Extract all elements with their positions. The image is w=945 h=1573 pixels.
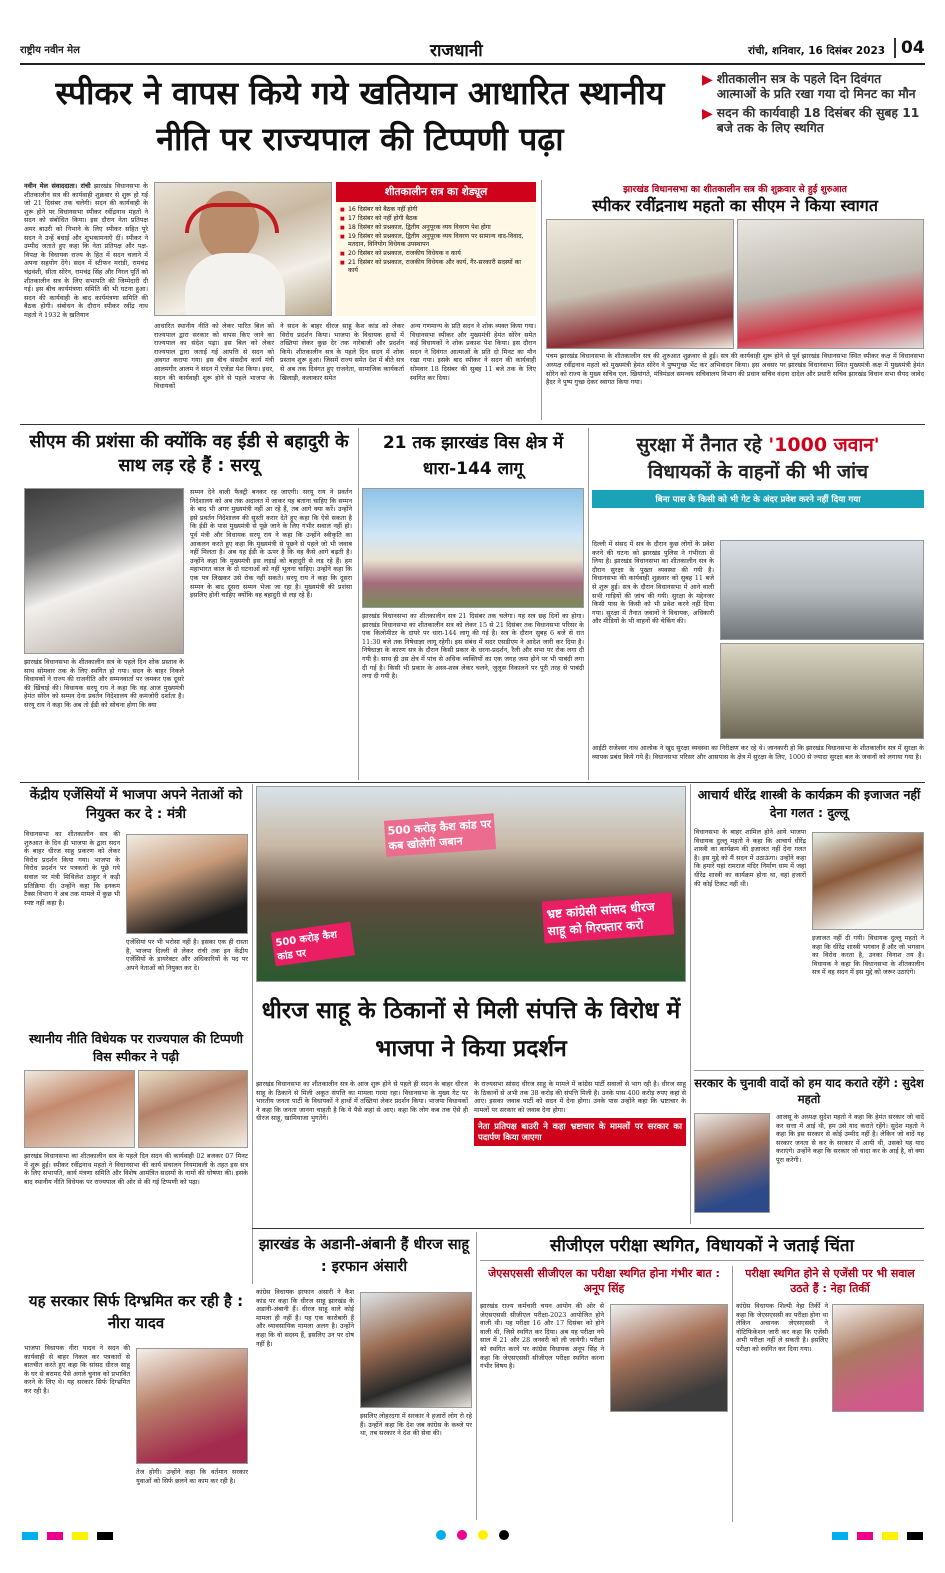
protest-body2: के राज्यसभा सांसद धीरज साहू के मामले में कांग्रेस पार्टी सवालों से भाग रही है। धीरज साहू के ठिकानों से अभी तक 38 करोड़ की संपत्ति मिली है। उनके पास 400 करोड़ रुपए कहां से आए। इसका जवाब पार्टी को सदन में देना होगा। उनके पास उन्होंने कहा कि भ्रष्टाचार के मामलों पर सरकार को जवाब देना होगा। नेता प्रतिपक्ष बाउरी ने कहा भ्रष्टाचार के मामलों पर सरकार का पदार्पण किया जाएगा <box>474 1080 686 1222</box>
lead-headline: स्पीकर ने वापस किये गये खतियान आधारित स्थानीय नीति पर राज्यपाल की टिप्पणी पढ़ा <box>55 74 665 158</box>
cgl-story <box>480 1234 924 1522</box>
minister-photo <box>126 834 248 934</box>
photo-cm-officials <box>737 219 925 349</box>
protest-photo <box>256 786 686 982</box>
swatch-black <box>907 1532 923 1540</box>
protest-banner-2: भ्रष्ट कांग्रेसी सांसद धीरज साहू को गिरफ्तार करो <box>542 893 675 944</box>
security-photos <box>720 540 924 740</box>
sudesh-photo <box>694 1113 770 1213</box>
cgl-body1: झारखंड राज्य कर्मचारी चयन आयोग की ओर से जेएसएससी सीजीएल परीक्षा-2023 आयोजित होने वाली थी। यह परीक्षा 16 और 17 दिसंबर को होने वाली थी, जिसे स्थगित कर दिया। अब यह परीक्षा नये साल में 21 और 28 जनवरी को ली जायेगी। परीक्षा को स्थगित करने पर कांग्रेस विधायक अनूप सिंह ने कहा कि जेएसएससी सीजीएल परीक्षा स्थगित करना गंभीर विषय है। <box>480 1302 604 1371</box>
paper-name: राष्ट्रीय नवीन मेल <box>20 45 80 56</box>
irfan-photo <box>360 1292 472 1408</box>
protest-body: झारखंड विधानसभा का शीतकालीन सत्र के आज शुरू होने से पहले ही सदन के बाहर धीरज साहू के ठिकाने से मिली अकूत संपत्ति का मामला गरमा रहा। विधानसभा के मुख्य गेट पर भारतीय जनता पार्टी के विधायकों ने हाथों में तख्तियां लेकर प्रदर्शन किया। भाजपा विधायकों ने कहा कि जनता जानना चाहती है कि ये पैसे कहां से आए। कहा कि लोग कब तक ऐसे ही धीरज साहू, खामियाजा भुगतेंगे। <box>256 1080 468 1123</box>
speaker-reading-photo <box>138 1070 249 1148</box>
neera-caption: तेज होगी। उन्होंने कहा कि वर्तमान सरकार युवाओं को सिर्फ छलने का काम कर रही है। <box>136 1468 248 1485</box>
central-agencies-body: विधानसभा का शीतकालीन सत्र की शुरुआत के दिन ही भाजपा के द्वारा सदन के बाहर धीरज साहू प्रकरण को लेकर विरोध प्रदर्शन किया गया। भाजपा के विरोध प्रदर्शन पर पत्रकारों के पूछे गये सवाल पर मंत्री मिथिलेश ठाकुर ने कड़ी प्रतिक्रिया दी। उन्होंने कहा कि इनकम टैक्स विभाग ने अब तक मामले में कुछ भी स्पष्ट नहीं कहा है। <box>24 830 120 907</box>
section144-headline: 21 तक झारखंड विस क्षेत्र में धारा-144 लागू <box>382 433 564 479</box>
speaker-body: पंचम झारखंड विधानसभा के शीतकालीन सत्र की शुरुआत शुक्रवार से हुई। सत्र की कार्यवाही शुरू होने से पूर्व झारखंड विधानसभा स्थित स्पीकर कक्ष में विधानसभा अध्यक्ष रवींद्रनाथ महतो को मुख्यमंत्री हेमंत सोरेन ने पुष्पगुच्छ भेंट कर अभिवादन किया। इस अवसर पर झारखंड विधानसभा स्थित मुख्यमंत्री कक्ष में मुख्यमंत्री हेमंत सोरेन को राज्य के मुख्य सचिव एल. खियांगते, मंत्रिमंडल समन्वय सचिवालय विभाग की प्रधान सचिव वंदना दादेल और प्रधारी सचिव झारखंड विधान सभा सैयद जावेद हैदर ने पुष्प गुच्छ देकर स्वागत किया गया। <box>546 352 924 387</box>
dullu-photo <box>812 832 924 930</box>
cgl-sub1: जेएसएससी सीजीएल का परीक्षा स्थगित होना गंभीर बात : अनूप सिंह <box>488 1267 720 1295</box>
central-agencies-story <box>24 786 248 1024</box>
dhirendra-body: विधानसभा के बाहर शामिल होने आये भाजपा विधायक दुल्लू महतो ने कहा कि आचार्य धीरेंद्र शास्त्री का कार्यक्रम की इजाजत नहीं देना गलत है। इस मुद्दे को मैं सदन में उठाऊंगा। उन्होंने कहा कि हमारे यहां रामराज मंदिर निर्माण धाम में जहां धीरेंद्र शास्त्री का कार्यक्रम होना था, वहां हजारों की कोई टिकट नहीं थी। <box>694 828 806 888</box>
schedule-item: ■ 16 दिसंबर को बैठक नहीं होगी <box>340 206 532 214</box>
lead-body-col2: आधारित स्थानीय नीति को लेकर पारित बिल को राज्यपाल द्वारा सरकार को वापस किए जाने का राज्यपाल का संदेश पढ़ा। इस बिल को लेकर राज्यपाल द्वारा जताई गई आपत्ति से सदन को अवगत कराया गया। इस बीच संसदीय कार्य मंत्री आलमगीर आलम ने सदन में एजेंडा पेश किया। इधर, सदन की कार्यवाही शुरू होने से पहले भाजपा के विधायकों <box>154 322 274 391</box>
governor-photo <box>24 1070 135 1148</box>
schedule-list <box>336 206 536 275</box>
neera-headline: यह सरकार सिर्फ दिग्भ्रमित कर रही है : नीरा यादव <box>28 1292 244 1332</box>
saryu-headline: सीएम की प्रशंसा की क्योंकि वह ईडी से बहादुरी के साथ लड़ रहे हैं : सरयू <box>29 432 349 476</box>
sudesh-body: आजसू के अध्यक्ष सुदेश महतो ने कहा कि हेमंत सरकार जो वादें कर सत्ता में आई थी, हम उसे याद कराते रहेंगे। सुदेश महतो ने कहा कि इस सरकार से कोई उम्मीद नहीं है। लेकिन जो वादें यह सरकार जनता से कर के सरकार में आयी थी, उसको यह याद कराएंगे। उन्होंने कहा कि सरकार जो वादा कर के आई है, वो क्या पूरा करेगी। <box>776 1113 924 1164</box>
security-story <box>592 432 924 780</box>
irfan-headline: झारखंड के अडानी-अंबानी हैं धीरज साहू : इरफान अंसारी <box>258 1237 470 1275</box>
swatch-black <box>97 1532 113 1540</box>
protest-banner-1: 500 करोड़ कैश कांड पर कब खोलेगी जबान <box>384 813 496 857</box>
dhirendra-caption: इजाजत नहीं दी गयी। विधायक दुल्लू महतो ने कहा कि धीरेंद्र शास्त्री भगवान हैं और जो भगवान का विरोध करता है, उनका विनाश तय है। विधायक ने कहा कि विधानसभा के शीतकालीन सत्र में वह सदन में इस मुद्दे को जरूर उठाएंगे। <box>812 934 924 977</box>
swatch-magenta <box>47 1532 63 1540</box>
dateline: रांची, शनिवार, 16 दिसंबर 2023 <box>748 45 886 57</box>
print-registration-strip <box>20 1526 925 1542</box>
security-headline-highlight: '1000 जवान' <box>768 434 880 456</box>
neera-photo <box>136 1348 248 1464</box>
lead-body-col1: नवीन मेल संवाददाता। रांची झारखंड विधानसभा के शीतकालीन सत्र की कार्यवाही शुक्रवार से शुरू हो गई जो 21 दिसंबर तक चलेगी। सदन की कार्यवाही के शुरू होने पर विधानसभा स्पीकर रवींद्रनाथ महतो ने सदन को संबोधित किया। इस दौरान नेता प्रतिपक्ष अमर बाउरी को निभाने के लिए स्पीकर सहित पूरे सदन ने उन्हें बधाई और शुभकामनाएँ दीं। स्पीकर ने उम्मीद जताते हुए कहा कि नेता प्रतिपक्ष और पक्ष-विपक्ष के विधायक राज्य के हित में सदन चलाने में अपना सहयोग देंगे। सदन में स्टीफन मरांडी, रामचंद्र चंद्रवंशी, सीता सोरेन, रामचंद्र सिंह और निरल पूर्ति को शीतकालीन सत्र के लिए सभापति की जिम्मेदारी दी गई। इस बीच कार्यमंत्रणा समिति की भी घटना हुआ। सदन की कार्यवाही के बाद कार्यमंत्रणा समिति की बैठक होगी। संबोधन के दौरान स्पीकर रवींद्र नाथ महतो ने 1932 के खतियान <box>24 182 148 319</box>
protest-caption-box: नेता प्रतिपक्ष बाउरी ने कहा भ्रष्टाचार के मामलों पर सरकार का पदार्पण किया जाएगा <box>474 1118 686 1146</box>
lead-dateline: नवीन मेल संवाददाता। रांची <box>24 182 91 190</box>
lead-body-col3: ने सदन के बाहर धीरज साहू कैश कांड को लेकर विरोध प्रदर्शन किया। भाजपा के विधायक हाथों में तख्तियां लेकर कुछ देर तक नारेबाजी और प्रदर्शन किये। शीतकालीन सत्र के पहले दिन सदन में शोक प्रस्ताव शुरू हुआ। जिसमें राज्य समेत देश में बीते सत्र से अब तक दिवंगत हुए राजनेता, सामाजिक कार्यकर्ता खिलाड़ी, कलाकार समेत <box>280 322 404 382</box>
dhirendra-headline: आचार्य धीरेंद्र शास्त्री के कार्यक्रम की इजाजत नहीं देना गलत : दुल्लू <box>697 787 921 820</box>
swatch-yellow <box>72 1532 88 1540</box>
domicile-photos <box>24 1070 248 1148</box>
neera-story <box>24 1290 248 1518</box>
schedule-item: ■ 17 दिसंबर को नहीं होगी बैठक <box>340 215 532 223</box>
domicile-headline: स्थानीय नीति विधेयक पर राज्यपाल की टिप्पणी विस स्पीकर ने पढ़ी <box>28 1031 243 1064</box>
cgl-sub2: परीक्षा स्थगित होने से एजेंसी पर भी सवाल उठते हैं : नेहा तिर्की <box>745 1267 915 1295</box>
lead-body-col4: अन्य गणमान्य के प्रति सदन ने शोक व्यक्त किया गया। विधानसभा स्पीकर और मुख्यमंत्री हेमंत सोरेन समेत कई विधायकों ने शोक प्रकाश पेश किया। इस दौरान सदन ने दिवंगत आत्माओं के प्रति दो मिनट का मौन रखा गया। इसके बाद स्पीकर ने सदन की कार्यवाही सोमवार 18 दिसंबर की सुबह 11 बजे तक के लिए स्थगित कर दिया। <box>410 322 536 382</box>
irfan-body2: इसलिए लोहरदगा में सरकार ने हजारों लोग रो रहे हैं। उन्होंने कहा कि देश जब कांग्रेस के कब्जे पर था, तब सरकार ने देश की सेवा की। <box>360 1412 472 1438</box>
speaker-kicker: झारखंड विधानसभा का शीतकालीन सत्र की शुक्रवार से हुई शुरुआत <box>623 184 847 195</box>
section144-body: झारखंड विधानसभा का शीतकालीन सत्र 21 दिसंबर तक चलेगा। यह सत्र छह दिनों का होगा। झारखंड विधानसभा का शीतकालीन सत्र को लेकर 15 से 21 दिसंबर तक विधानसभा परिसर के एक किलोमीटर के दायरे पर धारा-144 लागू की गई है। सत्र के दौरान सुबह 6 बजे से रात 11:30 बजे तक निषेधाज्ञा लागू रहेगी। इस संबंध में सदर एसडीएम ने आदेश जारी कर दिया है। निषेधाज्ञा के कारण सत्र के दौरान किसी प्रकार के धरना-प्रदर्शन, रैली और सभा पर रोक लगा दी गयी है। साथ ही उस क्षेत्र में पांच से अधिक व्यक्तियों का एक जगह जमा होने पर भी पाबंदी लगा दी गई है। किसी भी प्रकार के अस्त्र-शस्त्र लेकर चलने, जुलूस निकालने पर पूरी तरह से पाबंदी लगा दी गयी है। <box>362 612 584 681</box>
swatch-cyan <box>22 1532 38 1540</box>
page-number: 04 <box>894 38 925 58</box>
cgl-right <box>736 1266 924 1522</box>
cgl-headline: सीजीएल परीक्षा स्थगित, विधायकों ने जताई चिंता <box>480 1234 924 1261</box>
security-headline: सुरक्षा में तैनात रहे '1000 जवान' विधायकों के वाहनों की भी जांच <box>636 434 880 483</box>
neera-body: भाजपा विधायक नीरा यादव ने सदन की कार्यवाही से बाहर निकल कर पत्रकारों से बातचीत करते हुए कहा कि सांसद धीरज साहू के घर से बरामद पैसे अगले चुनाव को प्रभावित करने के लिए थे। यह सरकार सिर्फ दिग्भ्रमित कर रही है। <box>24 1344 130 1395</box>
swatch-cyan <box>832 1532 848 1540</box>
saryu-caption: झारखंड विधानसभा के शीतकालीन सत्र के पहले दिन शोक प्रस्ताव के साथ सोमवार तक के लिए स्थगित हो गया। सदन के बाहर निकले विधायकों ने राज्य की राजनीति और सम्मनवार्ता पर जमकर एक दूसरे की खिंचाई की। विधायक सरयू राय ने कहा कि वह आज मुख्यमंत्री हेमंत सोरेन को सम्मन देना प्रवर्तन निदेशालय की कमजोरी दर्शाता है। सरयू राय ने कहा कि अब तो ईडी को सोचना होगा कि क्या <box>24 658 184 709</box>
color-swatches-left <box>20 1526 115 1542</box>
irfan-story <box>256 1234 472 1522</box>
neha-photo <box>832 1304 924 1412</box>
welcome-photos <box>546 219 924 349</box>
section-title: राजधानी <box>430 41 483 61</box>
security-photo-vehicles <box>720 643 924 739</box>
schedule-item: ■ 21 दिसंबर को प्रश्नकाल, राजकीय विधेयक और कार्य, गैर-सरकारी सदस्यों का कार्य <box>340 259 532 275</box>
color-swatches-right <box>830 1526 925 1542</box>
masthead <box>20 36 925 62</box>
section144-story <box>362 430 584 780</box>
central-agencies-body2: एजेंसियां पर भी भरोसा नहीं है। इसका एक ही रास्ता है, भाजपा दिल्ली से लेकर रांची तक इन केंद्रीय एजेंसियों के डायरेक्टर और अधिकारियों के पद पर अपने नेताओं को नियुक्त कर दे। <box>126 938 248 972</box>
dhirendra-story <box>694 786 924 1066</box>
saryu-story <box>24 430 354 780</box>
speaker-welcome-story <box>546 182 924 420</box>
security-body: दिल्ली में संसद में सत्र के दौरान कुछ लोगों के प्रवेश करने की घटना को झारखंड पुलिस ने गंभीरता से लिया है। झारखंड विधानसभा का शीतकालीन सत्र के दौरान सुरक्षा के पुख्ता व्यवस्था की गयी है। विधानसभा की कार्यवाही शुक्रवार को सुबह 11 बजे से शुरू हुई। सत्र के दौरान विधानसभा में आने वाली सभी गाड़ियों की जांच की गयी। सुरक्षा के मद्देनजर किसी पास के किसी को भी प्रवेश करने नहीं दिया गया। सुरक्षा में तैनात जवानों ने विधायक, अधिकारी और मीडियों के भी वाहनों की चेकिंग की। <box>592 540 714 626</box>
saryu-photo <box>24 488 184 654</box>
registration-dots <box>433 1526 512 1542</box>
schedule-item: ■ 18 दिसंबर को प्रश्नकाल, द्वितीय अनुपूरक व्यय विवरण पेश होगा <box>340 224 532 232</box>
security-photo-gate <box>720 540 924 640</box>
speaker-headline: स्पीकर रवींद्रनाथ महतो का सीएम ने किया स्वागत <box>592 196 878 215</box>
schedule-item: ■ 20 दिसंबर को प्रश्नकाल, राजकीय विधेयक व कार्य <box>340 250 532 258</box>
irfan-body: कांग्रेस विधायक इरफान अंसारी ने कैश कांड पर कहा कि धीरज साहू झारखंड के अडानी-अंबानी हैं। धीरज साहू वाले कोई मामला ही नहीं है। यह एक कारोबारी हैं और व्यावसायिक मामला अलग है। उन्होंने कहा कि वो सदस्य हैं, इसलिए उन पर दोष नहीं है। <box>256 1288 354 1348</box>
schedule-title: शीतकालीन सत्र का शेड्यूल <box>336 182 536 202</box>
speaker-photo <box>154 182 332 316</box>
protest-headline: धीरज साहू के ठिकानों से मिली संपत्ति के विरोध में भाजपा ने किया प्रदर्शन <box>261 998 681 1062</box>
saryu-body: सम्मन देने वाली फैक्ट्री बनकर रह जाएगी। सरयू राय ने प्रवर्तन निदेशालय को अब तक अदालत में जाकर यह बताना चाहिए कि सम्मन के बाद भी अगर मुख्यमंत्री नहीं आ रहे हैं, तब आगे क्या करें। उन्होंने इसे प्रवर्तन निदेशालय की सुस्ती करार देते हुए कहा कि ऐसे सकता है कि ईडी के पास मुख्यमंत्री से पूछे जाने के लिए गंभीर सवाल नहीं हो। पूर्व मंत्री और विधायक सरयू राय ने कहा कि उन्होंने स्वीकृति का आकलन करते हुए कहा कि मुख्यमंत्री से पूछने से पहले जो भी जवाब नहीं मिलता है। अब यह ईडी के ऊपर है कि वह कैसे आगे बढ़ती है। उन्होंने कहा कि मुख्यमंत्री इस लड़ाई को बहादुरी से लड़ रहे हैं। हम महाभारत काल के दो घटनाओं को नहीं भूलना चाहिए। उन्होंने कहा कि एक पत्र लिखकर उसे रोक नहीं सकते। सरयू राय ने कहा कि दूसरा सम्मन के बाद दूसरा सम्मन भेजा जा रहा है। मुख्यमंत्री की प्रशंसा इसलिए होनी चाहिए क्योंकि वह बहादुरी से लड़ रहे हैं। <box>190 488 352 600</box>
photo-cm-speaker <box>546 219 734 349</box>
sudesh-story <box>694 1070 924 1230</box>
assembly-building-photo <box>362 488 584 608</box>
bullet-item: ▶ सदन की कार्यवाही 18 दिसंबर की सुबह 11 बजे तक के लिए स्थगित <box>702 106 920 135</box>
security-subhead: बिना पास के किसी को भी गेट के अंदर प्रवेश करने नहीं दिया गया <box>592 490 924 508</box>
domicile-body: झारखंड विधानसभा का शीतकालीन सत्र के पहले दिन सदन की कार्यवाही 02 बजकर 07 मिनट में शुरू हुई। स्पीकर रवींद्रनाथ महतो ने विधानसभा की कार्य संचालन नियमावली के तहत इस सत्र के लिए सभापति, कार्य मंत्रणा समिति और विशेष आमंत्रित सदस्यों के नामों की घोषणा की। इसके बाद स्थानीय नीति विधेयक पर राज्यपाल की ओर से की गई टिप्पणी को पढ़ा। <box>24 1152 248 1186</box>
cgl-body2: कांग्रेस विधायक शिल्पी नेहा तिर्की ने कहा कि जेएसएससी का परीक्षा होना था लेकिन अचानक जेएसएससी ने नोटिफिकेशन जारी कर कहा कि एजेंसी अभी परीक्षा नहीं ले सकती है। इसलिए परीक्षा को स्थगित कर दिया गया। <box>736 1302 828 1353</box>
anup-photo <box>610 1304 728 1412</box>
schedule-item: ■ 19 दिसंबर को प्रश्नकाल, द्वितीय अनुपूरक व्यय विवरण पर सामान्य वाद-विवाद, मतदान, विनियोग विधेयक उपस्थापन <box>340 233 532 249</box>
protest-banner-3: 500 करोड़ कैश कांड पर <box>271 922 355 967</box>
central-agencies-headline: केंद्रीय एजेंसियों में भाजपा अपने नेताओं को नियुक्त कर दे : मंत्री <box>29 787 243 822</box>
domicile-story <box>24 1030 248 1228</box>
swatch-magenta <box>857 1532 873 1540</box>
swatch-yellow <box>882 1532 898 1540</box>
cgl-left <box>480 1266 728 1522</box>
schedule-box <box>336 182 536 316</box>
sudesh-headline: सरकार के चुनावी वादों को हम याद कराते रहेंगे : सुदेश महतो <box>694 1076 924 1106</box>
lead-side-bullets <box>702 72 924 182</box>
security-body2: आईटी राजेश्वर नाथ आलोक ने खुद सुरक्षा व्यवस्था का निरीक्षण कर रहे थे। जानकारी हो कि झारखंड विधानसभा के शीतकालीन सत्र में सुरक्षा के व्यापक प्रबंध किये गये हैं। विधानसभा परिसर और आसपास के क्षेत्र में सुरक्षा के लिए, 1000 से ज्यादा सुरक्षा बल के जवानों को लगाया गया है। <box>592 744 924 761</box>
bullet-item: ▶ शीतकालीन सत्र के पहले दिन दिवंगत आत्माओं के प्रति रखा गया दो मिनट का मौन <box>702 72 916 101</box>
